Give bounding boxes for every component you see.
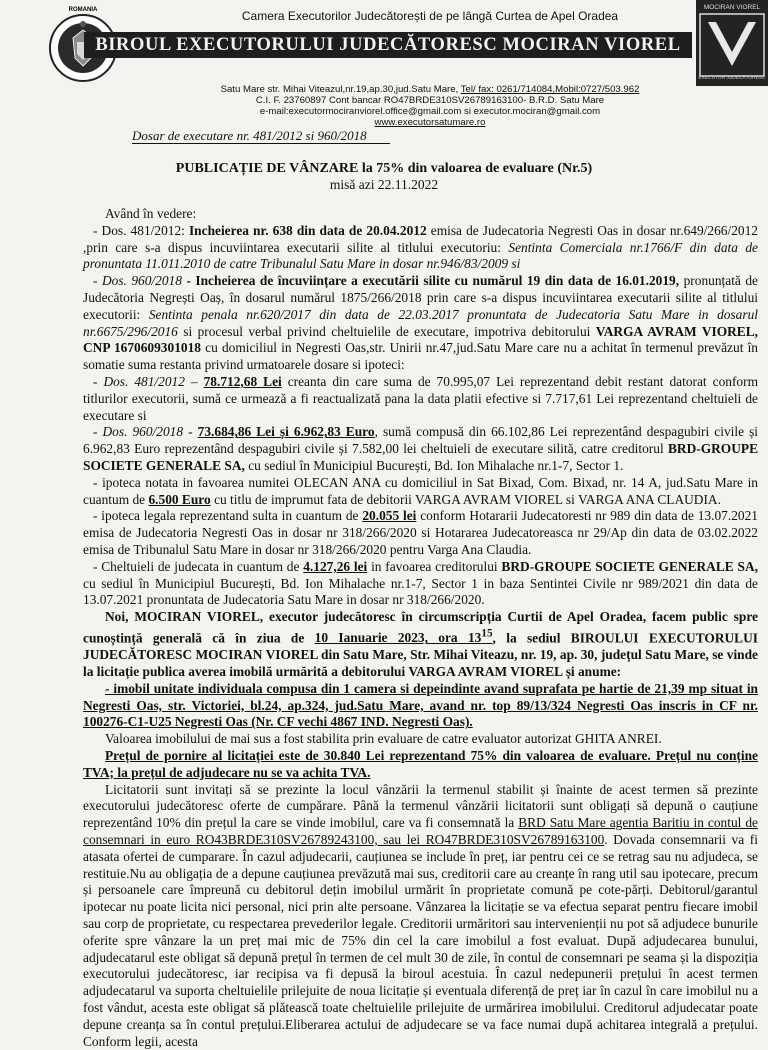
paragraph-valuation: Valoarea imobilului de mai sus a fost stabilita prin evaluare de catre evaluator autorizat GHITA ANREI. xyxy=(105,731,662,747)
text: - Cheltuieli de judecata in cuantum de xyxy=(93,558,304,574)
text: , la sediul BIROULUI EXECUTORULUI JUDECĂTORESC MOCIRAN VIOREL din Satu Mare, Str. Mihai Viteazu, nr. 19, ap. 30, județul Satu Mare, se vinde la licitație publica averea imobilă urmărită a debitorului VARGA AVRAM VIOREL și anume: xyxy=(83,630,758,679)
text: 73.684,86 Lei și 6.962,83 Euro xyxy=(197,424,375,440)
text: - Dos. 960/2018 xyxy=(93,273,182,289)
text: BRD Satu Mare agentia Baritiu in contul de consemnari in euro RO43BRDE310SV26789243100, sau lei RO47BRDE310SV26789163100 xyxy=(83,815,758,847)
paragraph-court-costs xyxy=(83,559,758,609)
case-number-text: Dosar de executare nr. 481/2012 si 960/2018 xyxy=(132,128,367,143)
text: - xyxy=(183,424,198,440)
text: - Dos. 481/2012: xyxy=(93,222,189,238)
text: Incheierea nr. 638 din data de 20.04.2012 xyxy=(188,222,427,238)
text: BRD-GROUPE SOCIETE GENERALE SA, xyxy=(83,441,758,473)
text: Noi, MOCIRAN VIOREL, executor judecătoresc în circumscripția Curtii de Apel Oradea, facem public spre cunoștință generală că în ziua de xyxy=(83,609,758,646)
logo-right-top-text: MOCIRAN VIOREL xyxy=(703,4,761,11)
page-subtitle: misă azi 22.11.2022 xyxy=(329,177,439,192)
text: conform Hotararii Judecatoresti nr 989 din data de 13.07.2021 emisa de Judecatoria Negresti Oas in dosar nr 318/266/2020 si Hotararea Judecatoreasca nr 29/Ap din data de 03.02.2022 emisa de Tribunalul Satu Mare in dosar nr 318/266/2020 pentru Varga Ana Claudia. xyxy=(83,508,758,557)
text: emisa de Judecatoria Negresti Oas in dosar nr.649/266/2012 ,prin care s-a dispus incuviintarea executarii silite al titlului executoriu: xyxy=(83,222,758,255)
paragraph-debt-960 xyxy=(83,424,758,474)
chamber-name: Camera Executorilor Judecătorești de pe lângă Curtea de Apel Oradea xyxy=(241,9,619,23)
text: VARGA AVRAM VIOREL, CNP 1670609301018 xyxy=(83,323,758,356)
text: - ipoteca notata in favoarea numitei OLECAN ANA cu domiciliul in Sat Bixad, Com. Bixad, nr. 14 A, jud.Satu Mare in cuantum de xyxy=(83,474,758,507)
page-title: PUBLICAȚIE DE VÂNZARE la 75% din valoarea de evaluare (Nr.5) xyxy=(175,161,593,176)
address-text: Satu Mare str. Mihai Viteazul,nr.19,ap.30,jud.Satu Mare, xyxy=(220,84,461,95)
text: 10 Ianuarie 2023, ora 13 xyxy=(314,630,482,646)
text: Sentinta penala nr.620/2017 din data de 22.03.2017 pronuntata de Judecatoria Satu Mare in dosarul nr.6675/296/2016 xyxy=(83,306,758,339)
office-banner: BIROUL EXECUTORULUI JUDECĂTORESC MOCIRAN VIOREL xyxy=(84,32,692,58)
text: - Dos. 481/2012 – xyxy=(93,373,204,389)
contact-line-2: C.I. F. 23760897 Cont bancar RO47BRDE310SV26789163100- B.R.D. Satu Mare xyxy=(255,95,605,106)
paragraph-debt-481 xyxy=(83,374,758,424)
paragraph-dos-960 xyxy=(83,273,758,374)
text: Licitatorii sunt invitați să se prezinte la locul vânzării la termenul stabilit și înainte de acest termen să prezinte executorului judecătoresc oferte de cumpărare. Până la termenul vânzării licitatorii sunt obligați să depună o cauțiune reprezentând 10% din prețul la care se vinde imobilul, care va fi consemnată la xyxy=(83,781,758,831)
text: , sumă compusă din 66.102,86 Lei reprezentând despagubiri civile și 6.962,83 Euro reprezentând despagubiri civile și 7.582,00 lei cheltuieli de executare silită, catre creditorul xyxy=(83,424,759,457)
text: . Dovada consemnarii va fi atasata ofertei de cumparare. În cazul adjudecarii, cauțiunea se include în preț, iar pentru cei ce se retrag sau nu adjudeca, se restituie.Nu au obligația de a depune cauțiunea prevăzută mai sus, creditorii care au creanțe în rang util sau ipotecare, precum și persoanele care împreună cu debitorul dețin imobilul urmărit în proprietate comună pe cote-părți. Debitorul/garantul ipotecar nu poate licita nici personal, nici prin alte persoane. Vânzarea la licitație se va efectua separat pentru fiecare imobil sau corp de proprietate, cu respectarea prevederilor legale. Creditorii urmăritori sau intervenienții nu pot să adjudece bunurile oferite spre vânzare la un preț mai mic de 75% din cel la care imobilul a fost evaluat. După adjudecarea bunului, adjudecatarul este obligat să depună prețul în termen de cel mult 30 de zile, în contul de consemnari pe seama și la dispoziția executorului judecătoresc, iar recipisa va fi depusă la biroul acestuia. În cazul nedepunerii prețului în acest termen adjudecatarul va suporta cheltuielile prilejuite de noua licitație și eventuala diferență de preț iar în cazul în care imobilul nu a fost vândut, acesta este obligat să plătească toate cheltuielile prilejuite de urmărirea imobilului. Creditorul adjudecatar poate depune creanța sa în contul prețului.Eliberarea actului de adjudecare se va face numai după achitarea integrală a prețului. Conform legii, acesta xyxy=(83,831,758,1049)
text: BRD-GROUPE SOCIETE GENERALE SA, xyxy=(501,558,758,574)
auction-date xyxy=(314,627,493,646)
contact-line-3: e-mail:executormociranviorel.office@gmail.com si executor.mociran@gmail.com xyxy=(259,106,601,117)
text: 20.055 lei xyxy=(362,508,417,524)
text: - ipoteca legala reprezentand sulta in cuantum de xyxy=(93,508,363,524)
text: 15 xyxy=(481,627,493,640)
text: 6.500 Euro xyxy=(148,491,211,507)
text: si procesul verbal privind cheltuielile de executare, impotriva debitorului xyxy=(177,323,596,339)
phone-text: Tel/ fax: 0261/714084,Mobil:0727/503.962 xyxy=(460,84,640,95)
paragraph-starting-price: Prețul de pornire al licitației este de 30.840 Lei reprezentand 75% din valoarea de evaluare. Prețul nu conține TVA; la prețul de adjudecare nu se va achita TVA. xyxy=(83,747,758,780)
text: cu domiciliul in Negresti Oas,str. Unirii nr.47,jud.Satu Mare care nu a achitat în termenul prevăzut în somatie suma restanta privind urmatoarele dosare si ipoteci: xyxy=(83,340,758,373)
text: creanta din care suma de 70.995,07 Lei reprezentand debit restant datorat conform titlurilor executorii, sumă ce urmează a fi reactualizată pana la data platii efective si 7.717,61 Lei reprezentand cheltuieli de executare si xyxy=(83,373,758,423)
text: cu sediul în Municipiul București, Bd. Ion Mihalache nr.1-7, Sector 1 in baza Sentintei Civile nr 989/2021 din data de 13.07.2021 pronuntata de Judecatoria Satu Mare in dosar nr 318/266/2020. xyxy=(83,575,758,608)
text: Sentinta Comerciala nr.1766/F din data de pronuntata 11.011.2010 de catre Tribunalul Satu Mare in dosar nr.946/83/2009 si xyxy=(83,239,758,272)
mociran-logo-icon xyxy=(696,0,768,86)
text: cu titlu de imprumut fata de debitorii VARGA AVRAM VIOREL si VARGA ANA CLAUDIA. xyxy=(210,491,721,507)
paragraph-intro: Având în vedere: xyxy=(105,206,197,221)
text: - Incheierea de încuviințare a executării silite cu numărul 19 din data de 16.01.2019, xyxy=(181,273,680,289)
case-underline xyxy=(132,143,390,144)
paragraph-terms xyxy=(83,782,758,1050)
paragraph-property: - imobil unitate individuala compusa din 1 camera si depeindinte avand suprafata pe hartie de 21,39 mp situat in Negresti Oas, str. Victoriei, bl.24, ap.324, jud.Satu Mare, avand nr. top 89/13/324 Negresti Oas inscris in CF nr. 100276-C1-U25 Negresti Oas (Nr. CF vechi 4867 IND. Negresti Oas). xyxy=(83,680,758,730)
contact-line-1 xyxy=(150,84,710,95)
paragraph-legal-mortgage xyxy=(83,508,758,558)
text: 4.127,26 lei xyxy=(303,558,368,574)
case-number xyxy=(132,128,367,144)
logo-right-bottom-text: EXECUTOR JUDECĂTORESC xyxy=(698,76,766,81)
text: - Dos. 960/2018 xyxy=(93,424,184,440)
text: cu sediul în Municipiul București, Bd. Ion Mihalache nr.1-7, Sector 1. xyxy=(244,457,624,473)
text: in favoarea creditorului xyxy=(367,558,502,574)
document-body xyxy=(83,206,758,1050)
website-link[interactable]: www.executorsatumare.ro xyxy=(374,117,486,128)
paragraph-dos-481 xyxy=(83,223,758,273)
paragraph-mortgage-olecan xyxy=(83,475,758,509)
svg-text:ROMANIA: ROMANIA xyxy=(68,7,98,13)
text: pronunțată de Judecătoria Negrești Oaș, în dosarul numărul 1875/266/2018 prin care s-a dispus incuviintarea executarii silite al titlului executorii: xyxy=(83,273,758,322)
contact-block xyxy=(150,84,710,128)
text: 78.712,68 Lei xyxy=(203,373,282,389)
paragraph-announcement xyxy=(83,609,758,681)
